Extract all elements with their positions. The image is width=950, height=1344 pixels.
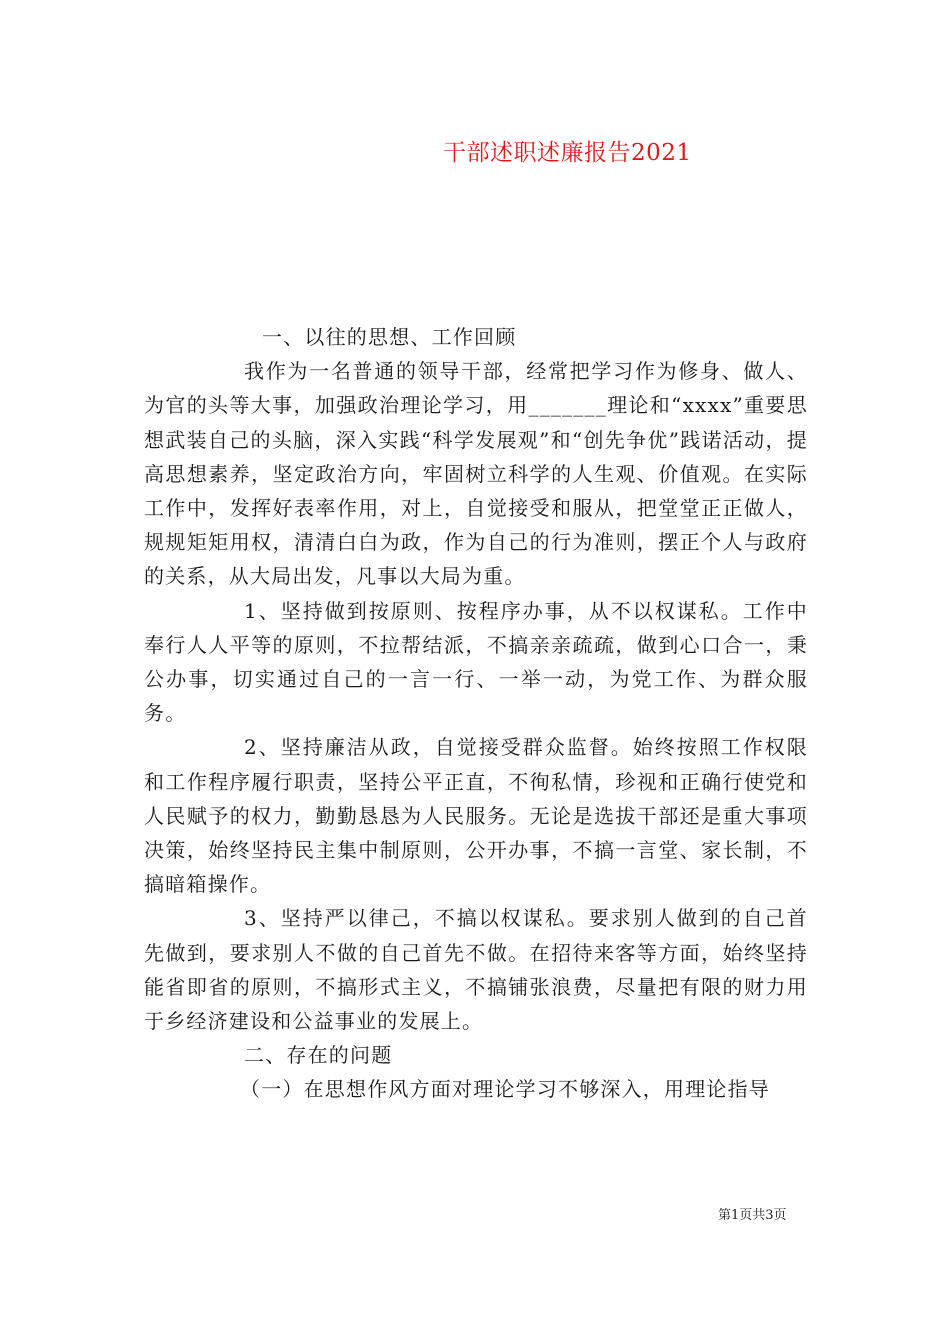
document-title: 干部述职述廉报告2021 xyxy=(443,140,692,166)
section-heading-review: 一、以往的思想、工作回顾 xyxy=(262,325,517,349)
page-footer: 第1页共3页 xyxy=(718,1208,787,1223)
document-body xyxy=(144,320,808,1107)
paragraph-sub-1: （一）在思想作风方面对理论学习不够深入，用理论指导 xyxy=(240,1077,770,1102)
paragraph-point-2: 2、坚持廉洁从政，自觉接受群众监督。始终按照工作权限和工作程序履行职责，坚持公平正直，不徇私情，珍视和正确行使党和人民赋予的权力，勤勤恳恳为人民服务。无论是选拔干部还是重大事项决策，始终坚持民主集中制原则，公开办事，不搞一言堂、家长制，不搞暗箱操作。 xyxy=(144,735,808,897)
section-heading-problems: 二、存在的问题 xyxy=(244,1043,393,1068)
paragraph-intro: 我作为一名普通的领导干部，经常把学习作为修身、做人、为官的头等大事，加强政治理论学习，用_______理论和“xxxx”重要思想武装自己的头脑，深入实践“科学发展观”和“创先争优”践诺活动，提高思想素养，坚定政治方向，牢固树立科学的人生观、价值观。在实际工作中，发挥好表率作用，对上，自觉接受和服从，把堂堂正正做人，规规矩矩用权，清清白白为政，作为自己的行为准则，摆正个人与政府的关系，从大局出发，凡事以大局为重。 xyxy=(144,359,808,589)
paragraph-point-3: 3、坚持严以律己，不搞以权谋私。要求别人做到的自己首先做到，要求别人不做的自己首先不做。在招待来客等方面，始终坚持能省即省的原则，不搞形式主义，不搞铺张浪费，尽量把有限的财力用于乡经济建设和公益事业的发展上。 xyxy=(144,906,808,1034)
paragraph-point-1: 1、坚持做到按原则、按程序办事，从不以权谋私。工作中奉行人人平等的原则，不拉帮结派，不搞亲亲疏疏，做到心口合一，秉公办事，切实通过自己的一言一行、一举一动，为党工作、为群众服务。 xyxy=(144,598,808,726)
